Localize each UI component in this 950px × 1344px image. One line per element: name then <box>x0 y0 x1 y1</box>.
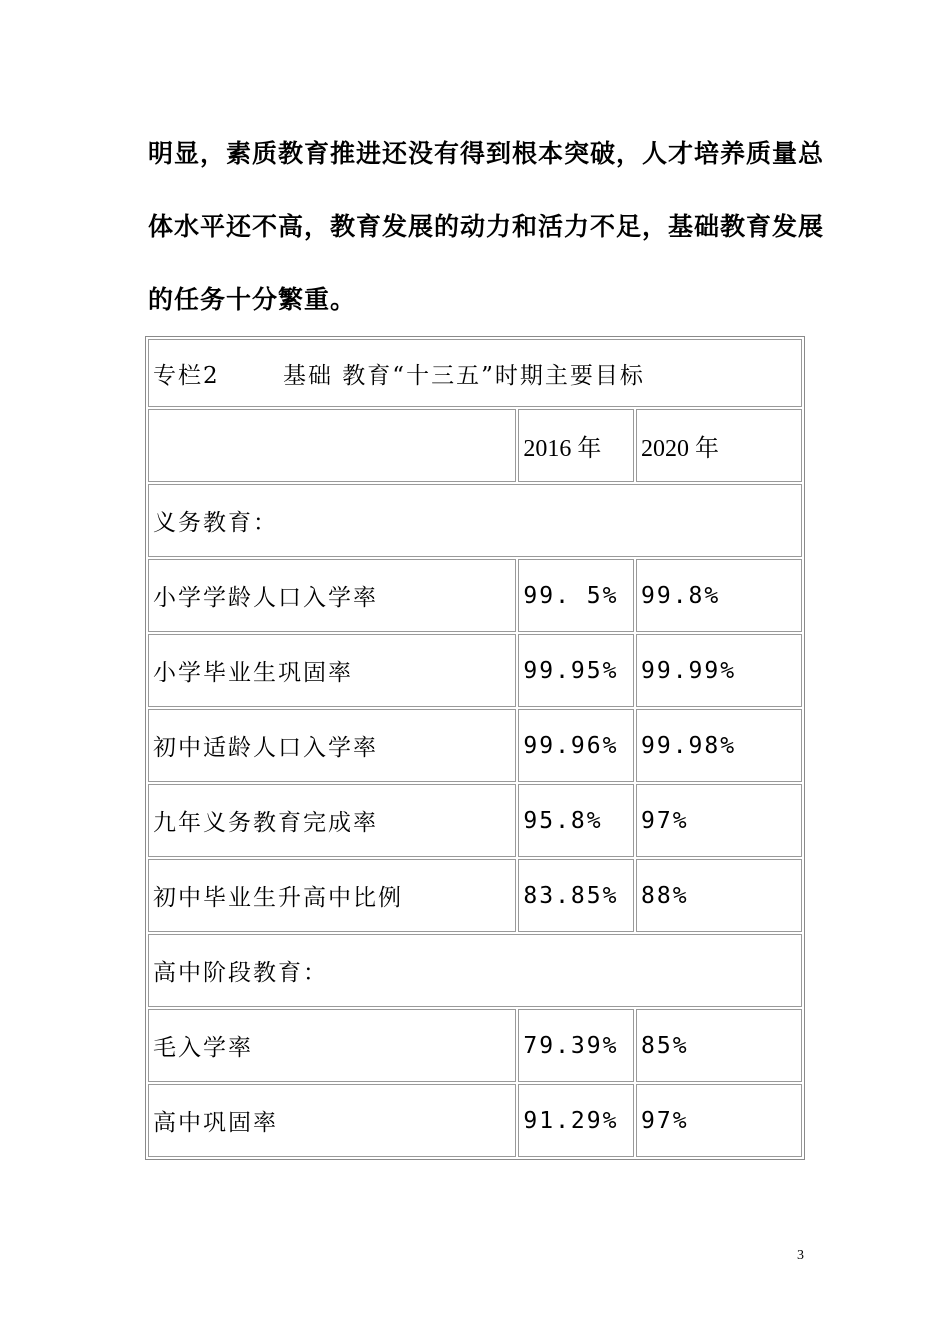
row-value-2016: 95.8% <box>518 784 634 857</box>
row-value-2020: 99.98% <box>636 709 802 782</box>
header-2020: 2020 年 <box>636 409 802 482</box>
table-title: 基础 教育“十三五”时期主要目标 <box>283 362 645 389</box>
row-value-2016: 83.85% <box>518 859 634 932</box>
row-label: 小学毕业生巩固率 <box>148 634 516 707</box>
paragraph-line: 明显，素质教育推进还没有得到根本突破，人才培养质量总 <box>148 139 825 168</box>
paragraph-line: 的任务十分繁重。 <box>148 285 357 314</box>
table-row <box>148 1084 802 1157</box>
row-value-2020: 99.8% <box>636 559 802 632</box>
table-row <box>148 559 802 632</box>
section-row <box>148 934 802 1007</box>
row-label: 高中巩固率 <box>148 1084 516 1157</box>
row-value-2016: 99.95% <box>518 634 634 707</box>
row-value-2016: 99. 5% <box>518 559 634 632</box>
row-label: 初中毕业生升高中比例 <box>148 859 516 932</box>
row-value-2020: 97% <box>636 784 802 857</box>
body-paragraph <box>148 117 825 336</box>
row-value-2016: 91.29% <box>518 1084 634 1157</box>
table-title-row <box>148 339 802 407</box>
section-heading: 高中阶段教育： <box>148 934 802 1007</box>
header-2016: 2016 年 <box>518 409 634 482</box>
row-value-2020: 88% <box>636 859 802 932</box>
row-label: 初中适龄人口入学率 <box>148 709 516 782</box>
table-row <box>148 859 802 932</box>
header-empty-cell <box>148 409 516 482</box>
row-value-2020: 99.99% <box>636 634 802 707</box>
table-row <box>148 709 802 782</box>
page-number: 3 <box>797 1248 804 1263</box>
column-number: 专栏2 <box>153 362 220 389</box>
table-title-cell <box>148 339 802 407</box>
row-label: 毛入学率 <box>148 1009 516 1082</box>
table-row <box>148 634 802 707</box>
row-value-2016: 79.39% <box>518 1009 634 1082</box>
table-row <box>148 784 802 857</box>
table-header-row <box>148 409 802 482</box>
section-row <box>148 484 802 557</box>
row-value-2016: 99.96% <box>518 709 634 782</box>
row-value-2020: 97% <box>636 1084 802 1157</box>
row-label: 小学学龄人口入学率 <box>148 559 516 632</box>
table-row <box>148 1009 802 1082</box>
row-value-2020: 85% <box>636 1009 802 1082</box>
paragraph-line: 体水平还不高，教育发展的动力和活力不足，基础教育发展 <box>148 212 825 241</box>
section-heading: 义务教育： <box>148 484 802 557</box>
row-label: 九年义务教育完成率 <box>148 784 516 857</box>
education-goals-table <box>145 336 805 1160</box>
